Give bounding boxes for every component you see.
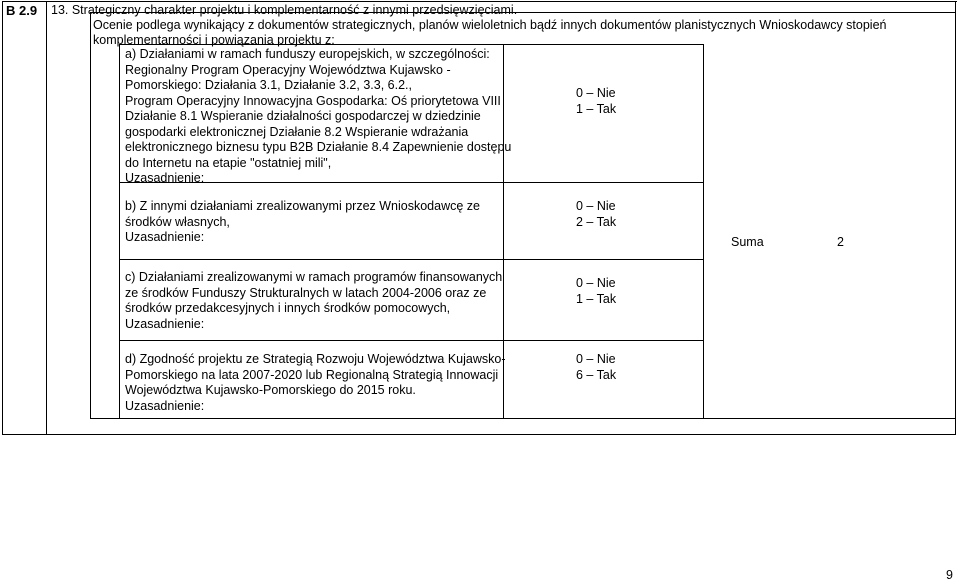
criterion-a-line: Działanie 8.1 Wspieranie działalności gospodarczej w dziedzinie: [125, 109, 481, 123]
criterion-d-line: Pomorskiego na lata 2007-2020 lub Regionalną Strategią Innowacji: [125, 367, 499, 382]
criterion-b-line: środków własnych,: [125, 214, 230, 229]
criterion-a-line: do Internetu na etapie "ostatniej mili",: [125, 155, 332, 170]
criterion-a-justification: Uzasadnienie:: [125, 171, 205, 185]
criterion-c-line: c) Działaniami zrealizowanymi w ramach programów finansowanych: [125, 270, 503, 284]
criterion-c-justification: Uzasadnienie:: [125, 316, 205, 331]
criterion-a-line: elektronicznego biznesu typu B2B Działanie 8.4 Zapewnienie dostępu: [125, 140, 512, 154]
criterion-a-line: a) Działaniami w ramach funduszy europejskich, w szczególności:: [125, 47, 490, 61]
sum-label: Suma: [731, 235, 764, 249]
outer-frame-top: [2, 1, 957, 2]
score-option: 0 – Nie: [576, 199, 616, 213]
inner-frame-left: [90, 12, 91, 419]
criterion-d-line: Województwa Kujawsko-Pomorskiego do 2015 roku.: [125, 383, 416, 397]
criterion-c-line: ze środków Funduszy Strukturalnych w latach 2004-2006 oraz ze: [125, 285, 487, 300]
outer-frame-left: [2, 1, 3, 435]
score-option: 0 – Nie: [576, 276, 616, 290]
score-option: 0 – Nie: [576, 86, 616, 100]
scores-column-right: [703, 44, 704, 419]
intro-line-2: komplementarności i powiązania projektu z:: [93, 33, 335, 47]
criterion-d: [125, 352, 506, 414]
score-option: 2 – Tak: [576, 214, 617, 229]
criterion-a-line: gospodarki elektronicznej Działanie 8.2 Wspieranie wdrażania: [125, 124, 469, 139]
code-column-divider: [46, 1, 47, 435]
criterion-a-line: Regionalny Program Operacyjny Województwa Kujawsko -: [125, 62, 451, 77]
score-option: 0 – Nie: [576, 352, 616, 366]
criterion-a: [125, 47, 511, 187]
intro-line-1: Ocenie podlega wynikający z dokumentów strategicznych, planów wieloletnich bądź innych dokumentów planistycznych Wnioskodawcy stopień: [93, 18, 887, 32]
outer-frame-right: [955, 1, 956, 435]
criterion-d-justification: Uzasadnienie:: [125, 398, 205, 413]
criterion-b-scores: [576, 199, 616, 230]
row-divider-b: [119, 259, 704, 260]
criterion-c: [125, 270, 502, 332]
score-option: 6 – Tak: [576, 367, 617, 382]
criterion-b-line: b) Z innymi działaniami zrealizowanymi przez Wnioskodawcę ze: [125, 199, 480, 213]
score-option: 1 – Tak: [576, 291, 617, 306]
section-heading: 13. Strategiczny charakter projektu i komplementarność z innymi przedsięwzięciami.: [51, 3, 518, 17]
criteria-column-left: [119, 44, 120, 419]
inner-frame-bottom: [90, 418, 955, 419]
score-option: 1 – Tak: [576, 101, 617, 116]
criterion-d-line: d) Zgodność projektu ze Strategią Rozwoju Województwa Kujawsko-: [125, 352, 506, 366]
criterion-a-scores: [576, 86, 616, 117]
criterion-b: [125, 199, 480, 246]
criterion-c-scores: [576, 276, 616, 307]
criterion-b-justification: Uzasadnienie:: [125, 230, 205, 244]
section-code: B 2.9: [6, 3, 38, 18]
criterion-c-line: środków przedakcesyjnych i innych środków pomocowych,: [125, 301, 451, 315]
criterion-a-line: Pomorskiego: Działania 3.1, Działanie 3.2, 3.3, 6.2.,: [125, 78, 412, 92]
row-divider-c: [119, 340, 704, 341]
outer-frame-bottom: [2, 434, 956, 435]
criterion-a-line: Program Operacyjny Innowacyjna Gospodarka: Oś priorytetowa VIII: [125, 93, 501, 108]
page-number: 9: [946, 568, 953, 582]
criterion-d-scores: [576, 352, 616, 383]
sum-value: 2: [837, 235, 844, 249]
